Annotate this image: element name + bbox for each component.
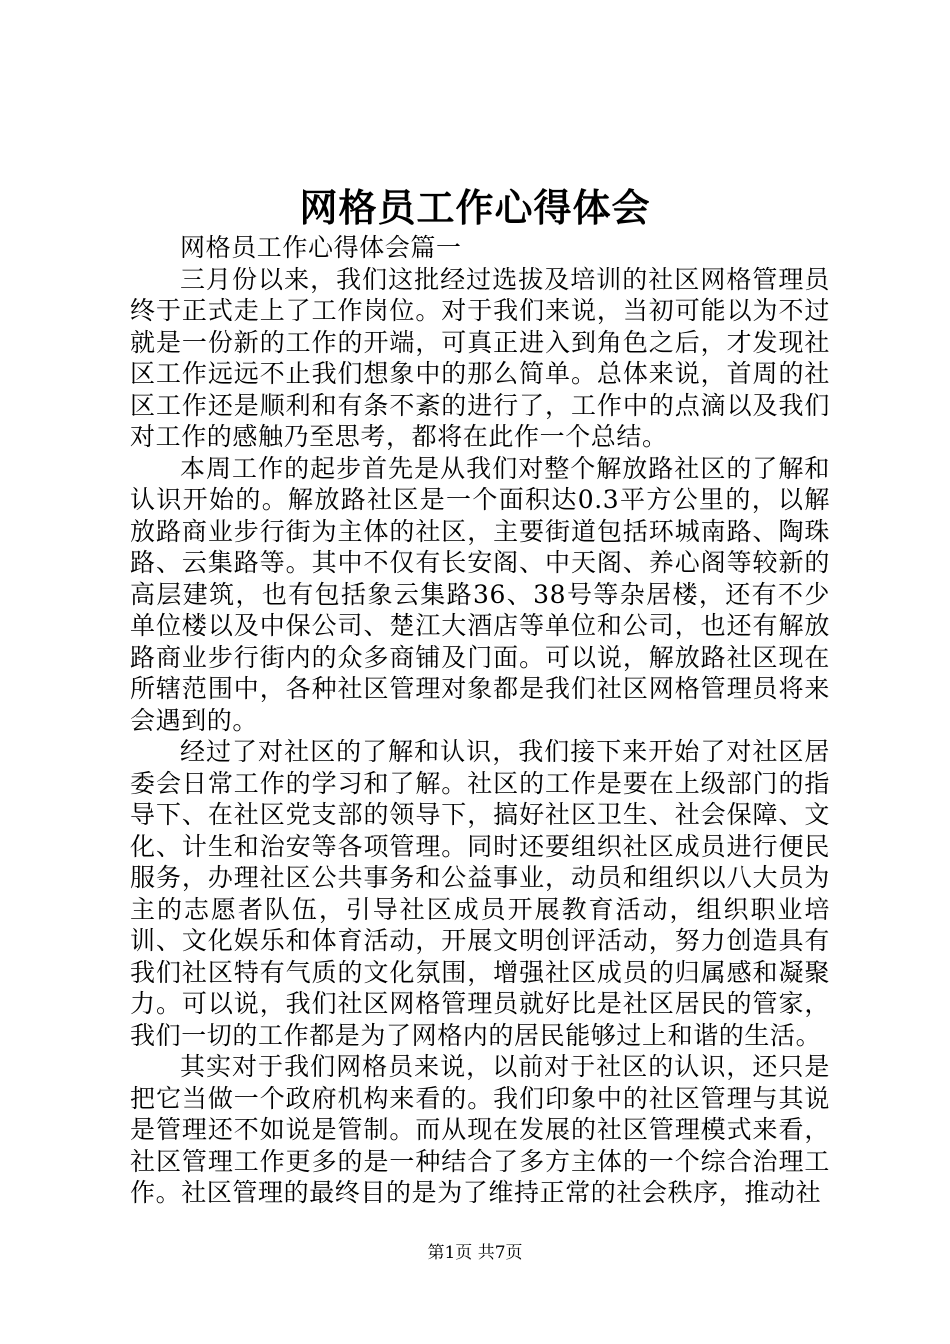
paragraph: 经过了对社区的了解和认识，我们接下来开始了对社区居委会日常工作的学习和了解。社区的工作是要在上级部门的指导下、在社区党支部的领导下，搞好社区卫生、社会保障、文化、计生和治安等各项管理。同时还要组织社区成员进行便民服务，办理社区公共事务和公益事业，动员和组织以八大员为主的志愿者队伍，引导社区成员开展教育活动，组织职业培训、文化娱乐和体育活动，开展文明创评活动，努力创造具有我们社区特有气质的文化氛围，增强社区成员的归属感和凝聚力。可以说，我们社区网格管理员就好比是社区居民的管家，我们一切的工作都是为了网格内的居民能够过上和谐的生活。: [130, 737, 830, 1050]
document-body: [130, 232, 830, 1209]
section-heading: 网格员工作心得体会篇一: [180, 233, 462, 262]
paragraph: 本周工作的起步首先是从我们对整个解放路社区的了解和认识开始的。解放路社区是一个面积达0.3平方公里的，以解放路商业步行街为主体的社区，主要街道包括环城南路、陶珠路、云集路等。其中不仅有长安阁、中天阁、养心阁等较新的高层建筑，也有包括象云集路36、38号等杂居楼，还有不少单位楼以及中保公司、楚江大酒店等单位和公司，也还有解放路商业步行街内的众多商铺及门面。可以说，解放路社区现在所辖范围中，各种社区管理对象都是我们社区网格管理员将来会遇到的。: [130, 453, 830, 735]
paragraph: 三月份以来，我们这批经过选拔及培训的社区网格管理员终于正式走上了工作岗位。对于我们来说，当初可能以为不过就是一份新的工作的开端，可真正进入到角色之后，才发现社区工作远远不止我们想象中的那么简单。总体来说，首周的社区工作还是顺利和有条不紊的进行了，工作中的点滴以及我们对工作的感触乃至思考，都将在此作一个总结。: [130, 264, 830, 451]
document-title: 网格员工作心得体会: [299, 185, 651, 230]
paragraph: 其实对于我们网格员来说，以前对于社区的认识，还只是把它当做一个政府机构来看的。我们印象中的社区管理与其说是管理还不如说是管制。而从现在发展的社区管理模式来看，社区管理工作更多的是一种结合了多方主体的一个综合治理工作。社区管理的最终目的是为了维持正常的社会秩序，推动社: [130, 1052, 830, 1207]
page-number-footer: 第1页 共7页: [427, 1243, 523, 1263]
